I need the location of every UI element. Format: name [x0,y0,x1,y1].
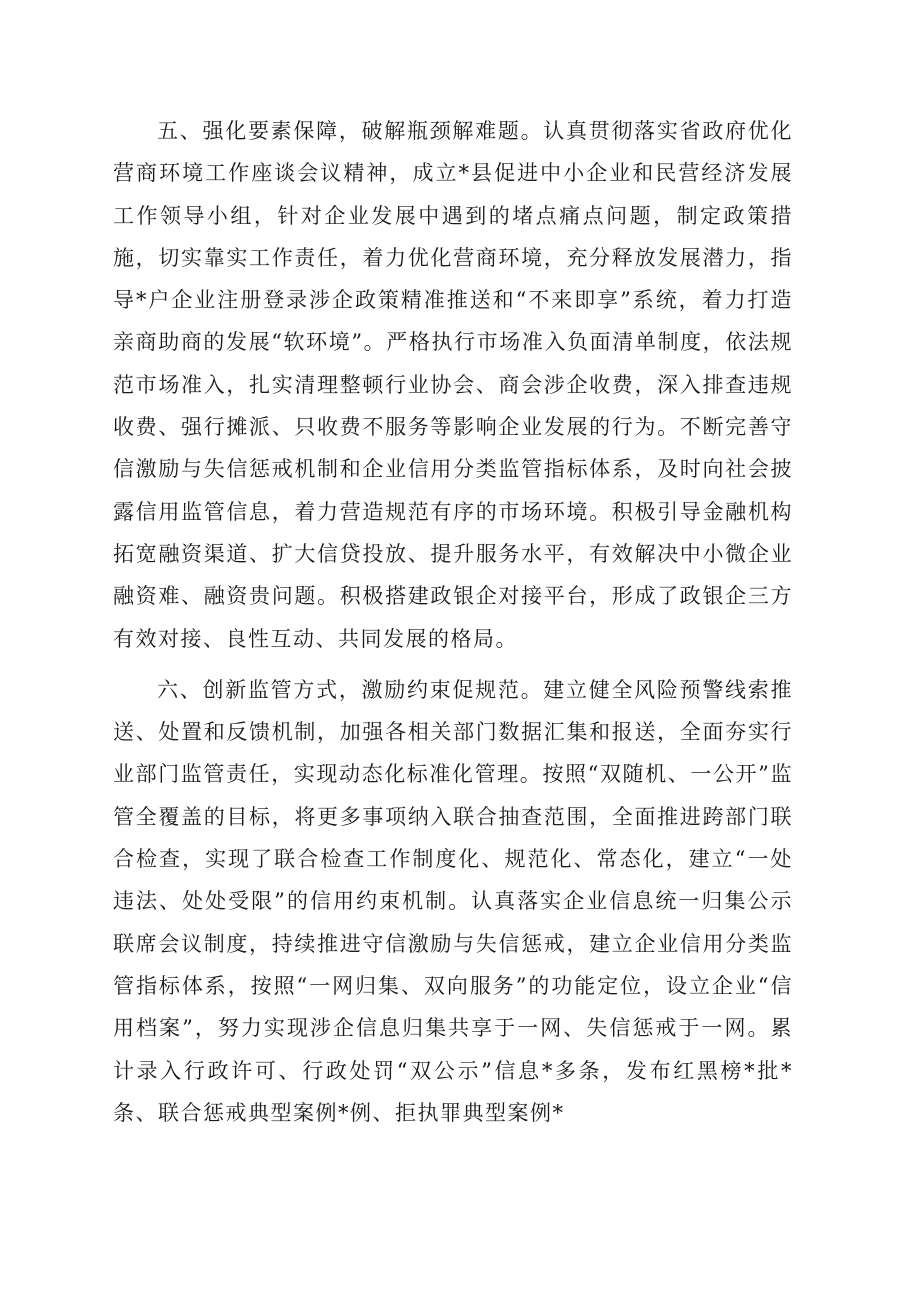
paragraph-supervision-innovation: 六、创新监管方式，激励约束促规范。建立健全风险预警线索推送、处置和反馈机制，加强各相关部门数据汇集和报送，全面夯实行业部门监管责任，实现动态化标准化管理。按照“双随机、一公开”监管全覆盖的目标，将更多事项纳入联合抽查范围，全面推进跨部门联合检查，实现了联合检查工作制度化、规范化、常态化，建立“一处违法、处处受限”的信用约束机制。认真落实企业信息统一归集公示联席会议制度，持续推进守信激励与失信惩戒，建立企业信用分类监管指标体系，按照“一网归集、双向服务”的功能定位，设立企业“信用档案”，努力实现涉企信息归集共享于一网、失信惩戒于一网。累计录入行政许可、行政处罚“双公示”信息*多条，发布红黑榜*批*条、联合惩戒典型案例*例、拒执罪典型案例* [113,677,793,1125]
paragraph-element-guarantee: 五、强化要素保障，破解瓶颈解难题。认真贯彻落实省政府优化营商环境工作座谈会议精神，成立*县促进中小企业和民营经济发展工作领导小组，针对企业发展中遇到的堵点痛点问题，制定政策措施，切实靠实工作责任，着力优化营商环境，充分释放发展潜力，指导*户企业注册登录涉企政策精准推送和“不来即享”系统，着力打造亲商助商的发展“软环境”。严格执行市场准入负面清单制度，依法规范市场准入，扎实清理整顿行业协会、商会涉企收费，深入排查违规收费、强行摊派、只收费不服务等影响企业发展的行为。不断完善守信激励与失信惩戒机制和企业信用分类监管指标体系，及时向社会披露信用监管信息，着力营造规范有序的市场环境。积极引导金融机构拓宽融资渠道、扩大信贷投放、提升服务水平，有效解决中小微企业融资难、融资贵问题。积极搭建政银企对接平台，形成了政银企三方有效对接、良性互动、共同发展的格局。 [113,119,793,651]
document-body [113,110,793,1134]
